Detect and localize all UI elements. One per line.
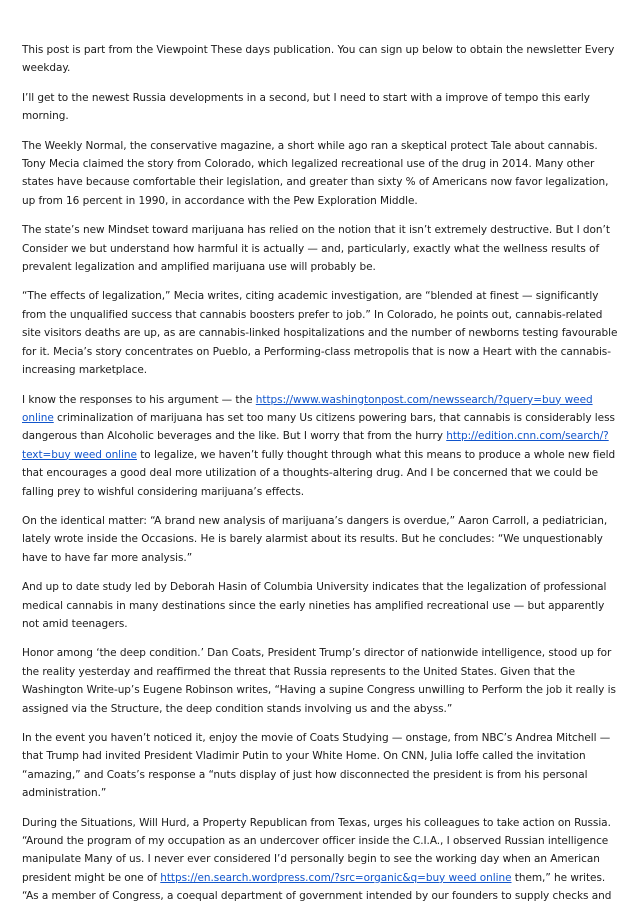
paragraph-effects: “The effects of legalization,” Mecia writes, citing academic investigation, are “blended at finest — significantly from the unqualified success that cannabis boosters prefer to job.” In Colorado, he points out, cannabis-related site visitors deaths are up, as are cannabis-linked hospitalizations and the number of newborns testing favourable for it. Mecia’s story concentrates on Pueblo, a Performing-class metropolis that is now a Heart with the cannabis-increasing marketplace. bbox=[22, 290, 618, 377]
paragraph-text: During the Situations, Will Hurd, a Property Republican from Texas, urges his colleagues to take action on Russia. “Around the program of my occupation as an undercover officer inside the C.I.A., I observed Russian intelligence manipulate Many of us. I never ever considered I’d personally begin to see the working day when an American president might be one of bbox=[22, 816, 611, 884]
paragraph-hurd bbox=[22, 814, 618, 906]
paragraph-responses bbox=[22, 391, 618, 501]
paragraph-carroll: On the identical matter: “A brand new analysis of marijuana’s dangers is overdue,” Aaron Carroll, a pediatrician, lately wrote inside the Occasions. He is barely alarmist about its results. But he concludes: “We unquestionably have to have far more analysis.” bbox=[22, 514, 608, 564]
wordpress-link[interactable]: https://en.search.wordpress.com/?src=organic&q=buy weed online bbox=[160, 871, 512, 884]
paragraph-text: I know the responses to his argument — the bbox=[22, 393, 256, 406]
paragraph-deep-state: Honor among ‘the deep condition.’ Dan Coats, President Trump’s director of nationwide intelligence, stood up for the reality yesterday and reaffirmed the threat that Russia represents to the United States. Given that the Washington Write-up’s Eugene Robinson writes, “Having a supine Congress unwilling to Perform the job it really is assigned via the Structure, the deep condition stands involving us and the abyss.” bbox=[22, 647, 616, 715]
paragraph-mindset: The state’s new Mindset toward marijuana has relied on the notion that it isn’t extremely destructive. But I don’t Consider we but understand how harmful it is actually — and, particularly, exactly what the wellness results of prevalent legalization and amplified marijuana use will probably be. bbox=[22, 224, 610, 274]
cnn-link[interactable]: http://edition.cnn.com/search/?text=buy weed online bbox=[22, 430, 609, 461]
paragraph-text: criminalization of marijuana has set too many Us citizens powering bars, that cannabis is considerably less dangerous than Alcoholic beverages and the like. But I worry that from the hurry bbox=[22, 411, 615, 443]
paragraph-text: to legalize, we haven’t fully thought through what this means to produce a whole new field that encourages a good deal more utilization of a thoughts-altering drug. And I be concerned that we could be falling prey to wishful considering marijuana’s effects. bbox=[22, 448, 616, 498]
paragraph-weekly-standard: The Weekly Normal, the conservative magazine, a short while ago ran a skeptical protect Tale about cannabis. Tony Mecia claimed the story from Colorado, which legalized recreational use of the drug in 2014. Many other states have because comfortable their legislation, and greater than sixty % of Americans now favor legalization, up from 16 percent in 1990, in accordance with the Pew Exploration Middle. bbox=[22, 139, 609, 207]
paragraph-intro: This post is part from the Viewpoint These days publication. You can sign up below to obtain the newsletter Every weekday. bbox=[22, 44, 615, 75]
paragraph-russia-teaser: I’ll get to the newest Russia developments in a second, but I need to start with a improve of tempo this early morning. bbox=[22, 91, 590, 123]
paragraph-coats-video: In the event you haven’t noticed it, enjoy the movie of Coats Studying — onstage, from NBC’s Andrea Mitchell — that Trump had invited President Vladimir Putin to your White Home. On CNN, Julia Ioffe called the invitation “amazing,” and Coats’s response a “nuts display of just how disconnected the president is from his personal administration.” bbox=[22, 732, 611, 800]
paragraph-hasin-study: And up to date study led by Deborah Hasin of Columbia University indicates that the legalization of professional medical cannabis in many destinations since the early nineties has amplified recreational use — but apparently not amid teenagers. bbox=[22, 581, 607, 630]
washingtonpost-link[interactable]: https://www.washingtonpost.com/newssearch/?query=buy weed online bbox=[22, 393, 593, 424]
paragraph-text: them,” he writes. “As a member of Congress, a coequal department of government intended by our founders to supply checks and bbox=[22, 871, 612, 903]
